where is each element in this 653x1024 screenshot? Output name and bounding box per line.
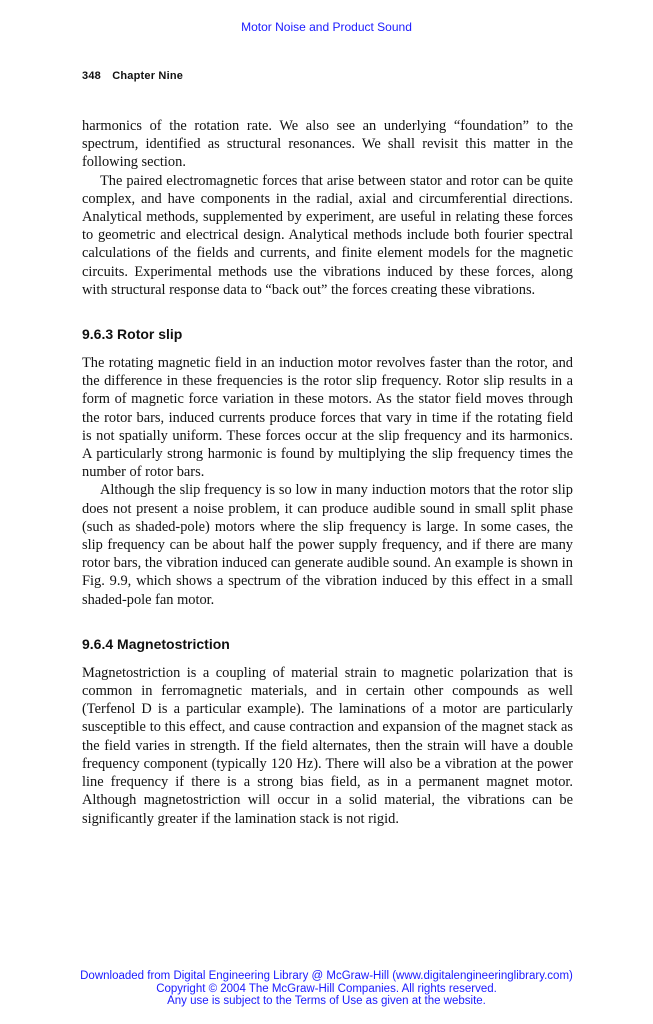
page-header [82,70,183,82]
chapter-label: Chapter Nine [112,70,184,82]
footer-terms[interactable]: Any use is subject to the Terms of Use as given at the website. [167,995,486,1007]
section-heading-magnetostriction: 9.6.4 Magnetostriction [82,635,230,652]
footer-download-link[interactable]: Downloaded from Digital Engineering Library @ McGraw-Hill (www.digitalengineeringlibrary.com) [80,970,573,982]
paragraph-3: The rotating magnetic field in an induction motor revolves faster than the rotor, and the difference in these frequencies is the rotor slip frequency. Rotor slip results in a form of magnetic force variation in these motors. As the stator field moves through the rotor bars, induced currents produce forces that vary in time if the rotating field is not spatially uniform. These forces occur at the slip frequency and its harmonics. A particularly strong harmonic is found by multiplying the slip frequency times the number of rotor bars. [82,355,573,481]
page-body [82,117,573,828]
paragraph-1: harmonics of the rotation rate. We also see an underlying “foundation” to the spectrum, identified as structural resonances. We shall revisit this matter in the following section. [82,118,573,171]
page-number: 348 [82,70,101,82]
paragraph-5: Magnetostriction is a coupling of material strain to magnetic polarization that is common in ferromagnetic materials, and in certain other compounds as well (Terfenol D is a particular example). The laminations of a motor are particularly susceptible to this effect, and cause contraction and expansion of the magnet stack as the field varies in strength. If the field alternates, then the strain will have a double frequency component (typically 120 Hz). There will also be a vibration at the power line frequency if there is a strong bias field, as in a permanent magnet motor. Although magnetostriction will occur in a solid material, the vibrations can be significantly greater if the lamination stack is not rigid. [82,664,573,827]
paragraph-4: Although the slip frequency is so low in many induction motors that the rotor slip does not present a noise problem, it can produce audible sound in small split phase (such as shaded-pole) motors where the slip frequency is large. In some cases, the slip frequency can be about half the power supply frequency, and if there are many rotor bars, the vibration induced can generate audible sound. An example is shown in Fig. 9.9, which shows a spectrum of the vibration induced by this effect in a small shaded-pole fan motor. [82,482,573,608]
paragraph-2: The paired electromagnetic forces that arise between stator and rotor can be quite complex, and have components in the radial, axial and circumferential directions. Analytical methods, supplemented by experiment, are useful in relating these forces to geometric and electrical design. Analytical methods include both fourier spectral calculations of the fields and currents, and finite element models for the magnetic circuits. Experimental methods use the vibrations induced by these forces, along with structural response data to “back out” the forces creating these vibrations. [82,172,573,298]
running-title: Motor Noise and Product Sound [241,20,412,34]
section-heading-rotor-slip: 9.6.3 Rotor slip [82,326,183,343]
footer-copyright[interactable]: Copyright © 2004 The McGraw-Hill Companies. All rights reserved. [156,982,497,995]
footer-notice [0,970,653,1008]
